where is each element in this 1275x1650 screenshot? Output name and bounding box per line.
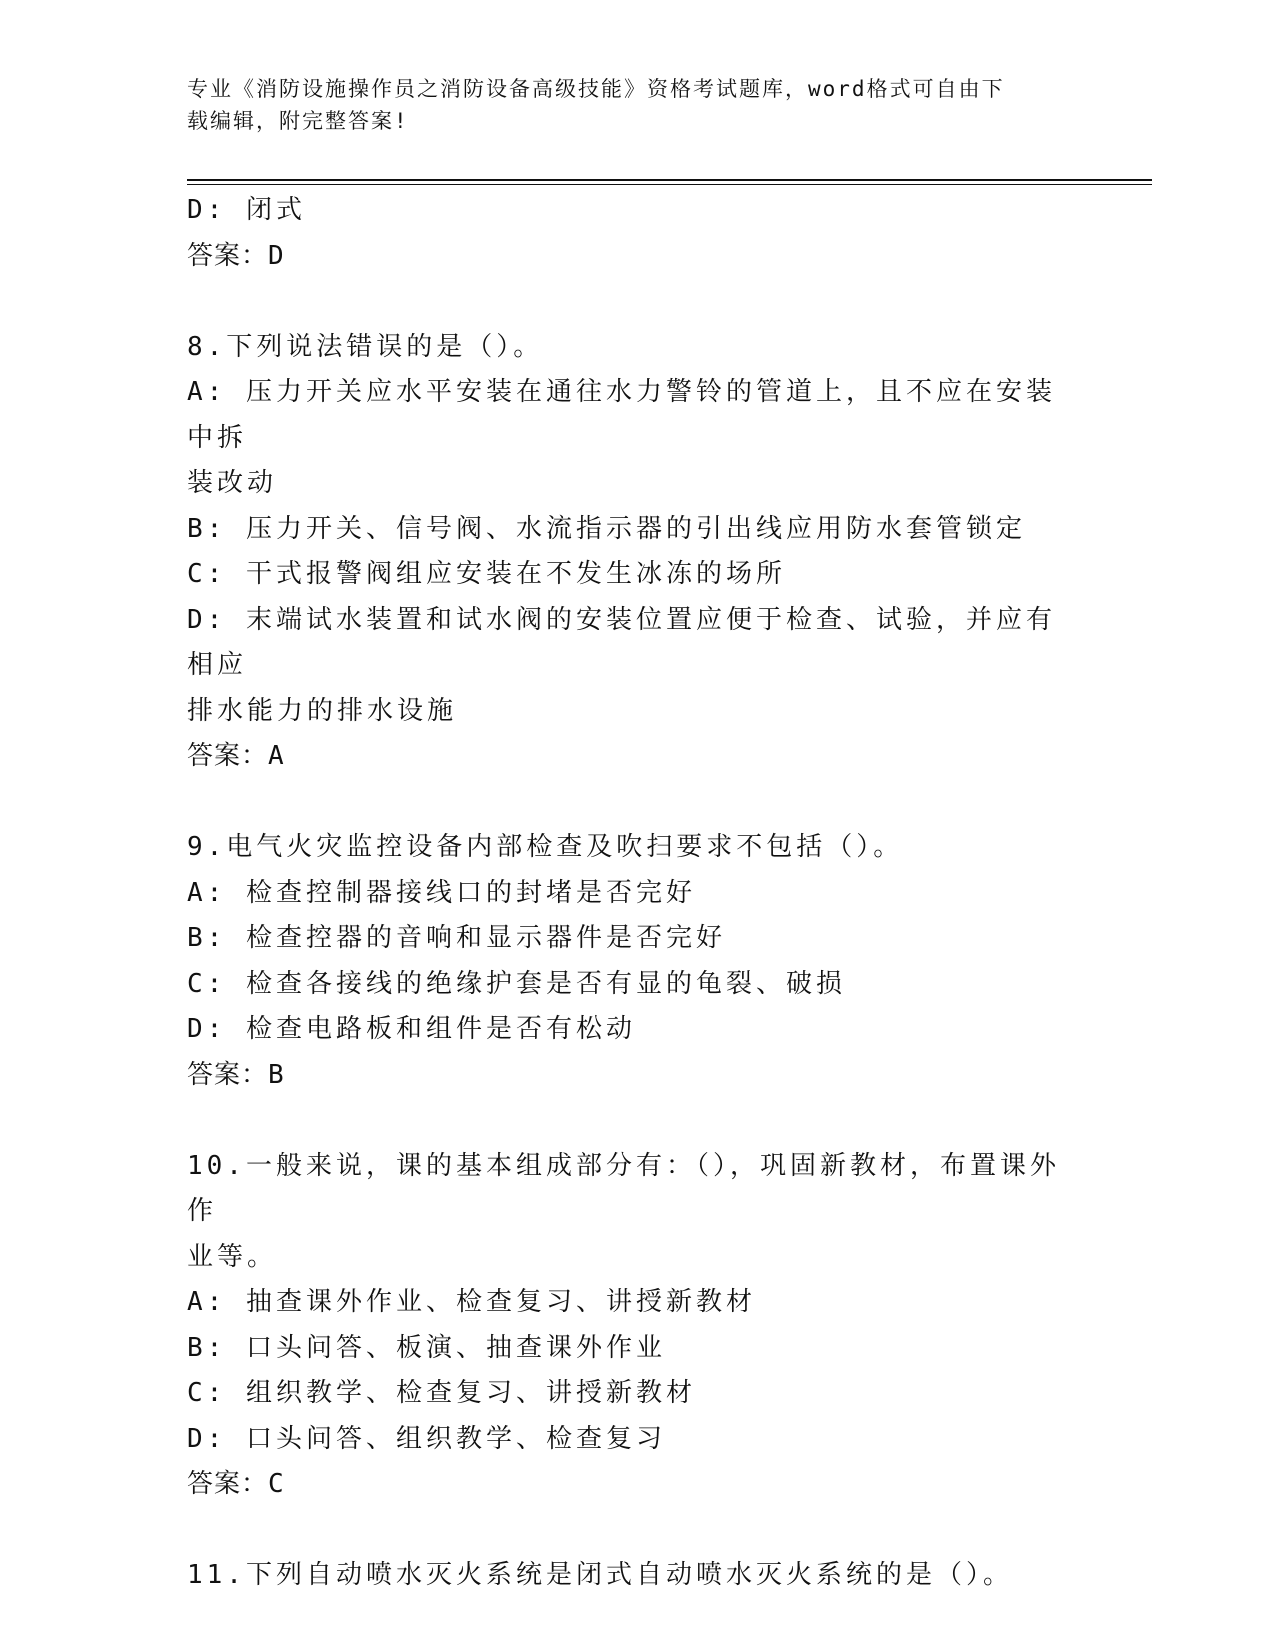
answer: 答案：D [187,240,285,271]
option-a: A: 检查控制器接线口的封堵是否完好 [187,877,696,908]
option-c: C: 检查各接线的绝缘护套是否有显的龟裂、破损 [187,968,846,999]
question-10 [187,1144,1077,1508]
answer: 答案：C [187,1469,285,1499]
question-text: 9.电气火灾监控设备内部检查及吹扫要求不包括（）。 [187,832,904,862]
option-c: C: 干式报警阀组应安装在不发生冰冻的场所 [187,559,786,589]
spacer [187,1508,1077,1554]
option-a: A: 抽查课外作业、检查复习、讲授新教材 [187,1287,756,1317]
option-d-line-2: 排水能力的排水设施 [187,695,458,726]
question-8 [187,325,1077,780]
option-b: B: 口头问答、板演、抽查课外作业 [187,1332,666,1363]
question-text: 8.下列说法错误的是（）。 [187,331,544,362]
question-9 [187,825,1077,1098]
question-11 [187,1553,1077,1599]
question-7-carryover [187,188,1077,279]
option-d-line-1: D: 末端试水装置和试水阀的安装位置应便于检查、试验，并应有相应 [187,604,1056,680]
option-d: D: 检查电路板和组件是否有松动 [187,1014,636,1044]
option-a-line-1: A: 压力开关应水平安装在通往水力警铃的管道上，且不应在安装中拆 [187,377,1056,453]
option-b: B: 压力开关、信号阀、水流指示器的引出线应用防水套管锁定 [187,513,1026,544]
header-divider-thick [187,179,1152,181]
header-title-line-1: 专业《消防设施操作员之消防设备高级技能》资格考试题库，word格式可自由下 [187,77,1005,101]
header-title-line-2: 载编辑，附完整答案! [187,109,409,133]
option-d: D: 闭式 [187,195,306,225]
option-d: D: 口头问答、组织教学、检查复习 [187,1423,666,1454]
answer: 答案：A [187,741,285,771]
document-header [187,73,1067,137]
question-text-line-2: 业等。 [187,1241,278,1272]
spacer [187,780,1077,826]
option-c: C: 组织教学、检查复习、讲授新教材 [187,1378,696,1408]
document-body [187,188,1077,1599]
question-text: 11.下列自动喷水灭火系统是闭式自动喷水灭火系统的是（）。 [187,1560,1013,1590]
answer: 答案：B [187,1059,285,1090]
question-text-line-1: 10.一般来说，课的基本组成部分有：（），巩固新教材，布置课外作 [187,1150,1060,1226]
spacer [187,279,1077,325]
header-divider-thin [187,184,1152,185]
spacer [187,1098,1077,1144]
option-a-line-2: 装改动 [187,468,278,498]
option-b: B: 检查控器的音响和显示器件是否完好 [187,923,726,953]
